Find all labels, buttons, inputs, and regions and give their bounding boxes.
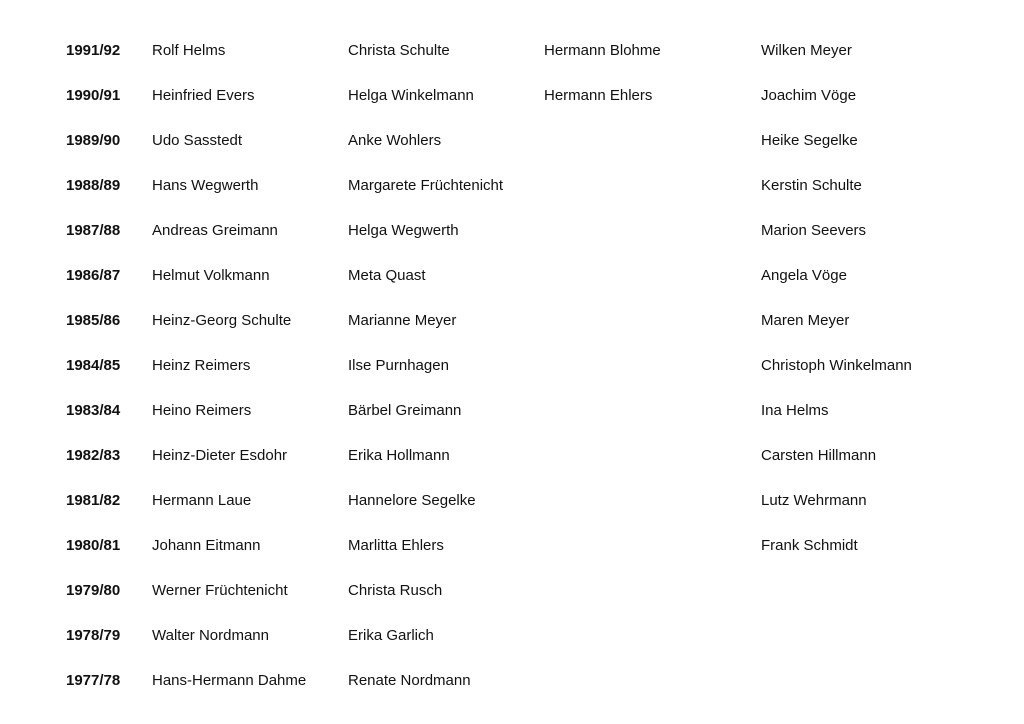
name-column-2: Erika Hollmann: [348, 447, 450, 464]
table-row: [0, 624, 1024, 648]
season-year: 1979/80: [66, 582, 121, 599]
season-year: 1984/85: [66, 357, 121, 374]
season-year: 1985/86: [66, 312, 121, 329]
table-row: [0, 174, 1024, 198]
season-year: 1978/79: [66, 627, 121, 644]
name-column-4: Frank Schmidt: [761, 537, 858, 554]
name-column-4: Kerstin Schulte: [761, 177, 862, 194]
name-column-2: Helga Wegwerth: [348, 222, 459, 239]
name-column-2: Anke Wohlers: [348, 132, 442, 149]
name-column-1: Werner Früchtenicht: [152, 582, 288, 599]
name-column-3: Hermann Blohme: [544, 42, 661, 59]
name-column-2: Margarete Früchtenicht: [348, 177, 504, 194]
name-column-2: Renate Nordmann: [348, 672, 471, 689]
name-column-2: Hannelore Segelke: [348, 492, 476, 509]
season-year: 1986/87: [66, 267, 121, 284]
name-column-1: Heinz-Georg Schulte: [152, 312, 292, 329]
name-column-1: Heino Reimers: [152, 402, 252, 419]
table-row: [0, 219, 1024, 243]
table-row: [0, 579, 1024, 603]
name-column-2: Marlitta Ehlers: [348, 537, 444, 554]
name-column-1: Johann Eitmann: [152, 537, 261, 554]
name-column-1: Walter Nordmann: [152, 627, 269, 644]
name-column-2: Meta Quast: [348, 267, 426, 284]
table-row: [0, 84, 1024, 108]
name-column-1: Heinfried Evers: [152, 87, 255, 104]
name-column-4: Carsten Hillmann: [761, 447, 877, 464]
name-column-1: Udo Sasstedt: [152, 132, 243, 149]
name-column-1: Heinz-Dieter Esdohr: [152, 447, 288, 464]
name-column-2: Ilse Purnhagen: [348, 357, 449, 374]
name-column-4: Lutz Wehrmann: [761, 492, 867, 509]
name-column-2: Bärbel Greimann: [348, 402, 462, 419]
table-row: [0, 129, 1024, 153]
season-year: 1987/88: [66, 222, 121, 239]
season-year: 1982/83: [66, 447, 121, 464]
table-row: [0, 399, 1024, 423]
name-column-4: Marion Seevers: [761, 222, 867, 239]
name-column-4: Joachim Vöge: [761, 87, 857, 104]
name-column-4: Christoph Winkelmann: [761, 357, 912, 374]
name-column-4: Angela Vöge: [761, 267, 847, 284]
table-row: [0, 534, 1024, 558]
table-row: [0, 264, 1024, 288]
name-column-4: Heike Segelke: [761, 132, 858, 149]
name-column-2: Christa Rusch: [348, 582, 443, 599]
season-year: 1991/92: [66, 42, 121, 59]
name-column-4: Wilken Meyer: [761, 42, 852, 59]
season-year: 1981/82: [66, 492, 121, 509]
season-year: 1980/81: [66, 537, 121, 554]
name-column-1: Rolf Helms: [152, 42, 226, 59]
table-row: [0, 444, 1024, 468]
season-year: 1990/91: [66, 87, 121, 104]
name-column-3: Hermann Ehlers: [544, 87, 653, 104]
name-column-1: Andreas Greimann: [152, 222, 278, 239]
name-column-1: Hermann Laue: [152, 492, 252, 509]
table-row: [0, 489, 1024, 513]
season-year: 1983/84: [66, 402, 121, 419]
name-column-1: Helmut Volkmann: [152, 267, 270, 284]
season-year: 1988/89: [66, 177, 121, 194]
table-row: [0, 309, 1024, 333]
table-row: [0, 669, 1024, 693]
name-column-2: Christa Schulte: [348, 42, 450, 59]
name-column-2: Helga Winkelmann: [348, 87, 474, 104]
season-year: 1989/90: [66, 132, 121, 149]
name-column-2: Erika Garlich: [348, 627, 434, 644]
name-column-1: Heinz Reimers: [152, 357, 251, 374]
table-row: [0, 39, 1024, 63]
name-column-1: Hans-Hermann Dahme: [152, 672, 307, 689]
table-row: [0, 354, 1024, 378]
name-column-1: Hans Wegwerth: [152, 177, 259, 194]
season-year: 1977/78: [66, 672, 121, 689]
name-column-4: Maren Meyer: [761, 312, 850, 329]
name-column-2: Marianne Meyer: [348, 312, 457, 329]
name-column-4: Ina Helms: [761, 402, 829, 419]
